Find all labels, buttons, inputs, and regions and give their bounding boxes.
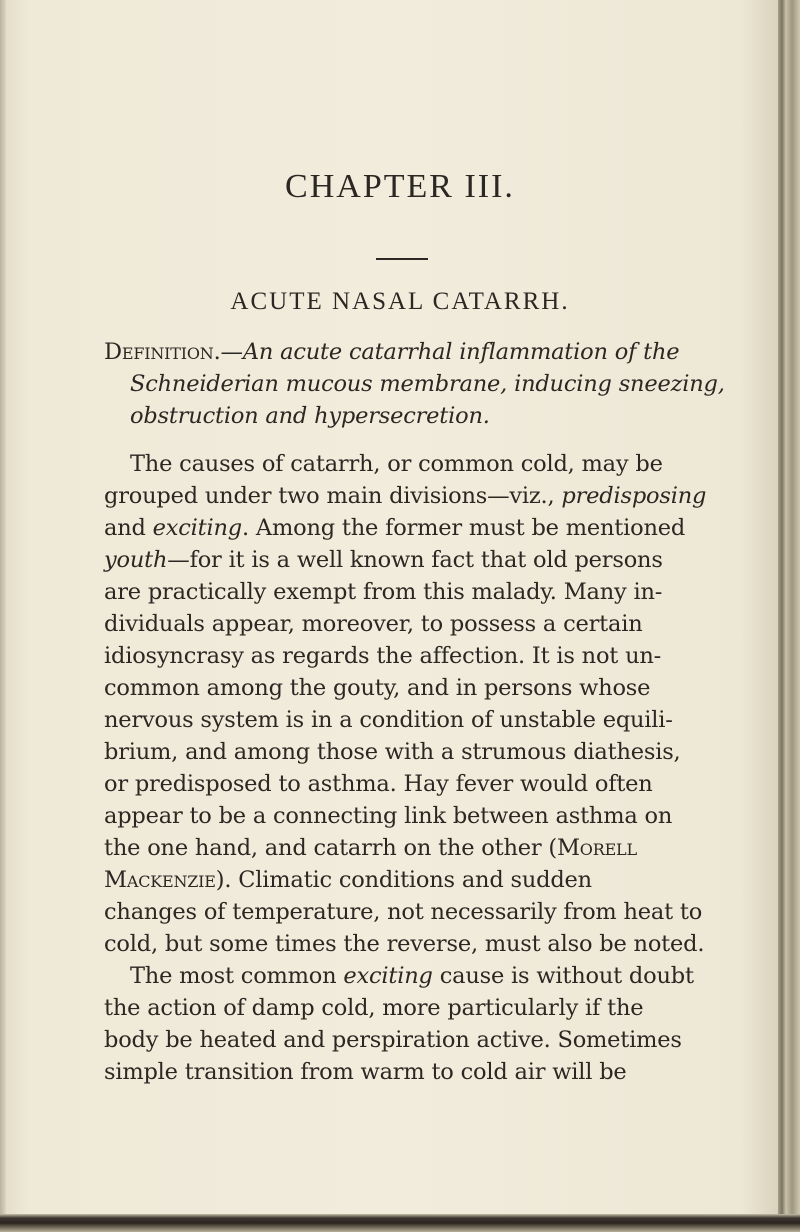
body-line: simple transition from warm to cold air will be: [104, 1059, 627, 1085]
chapter-heading: CHAPTER III.: [285, 168, 515, 205]
author-name: Morell: [556, 835, 637, 861]
definition-label: Definition.: [104, 339, 221, 365]
body-line: appear to be a connecting link between asthma on: [104, 803, 673, 829]
author-name: Mackenzie: [104, 867, 216, 893]
body-line: changes of temperature, not necessarily from heat to: [104, 899, 703, 925]
body-line: common among the gouty, and in persons whose: [104, 675, 651, 701]
body-line: dividuals appear, moreover, to possess a certain: [104, 611, 643, 637]
body-line: are practically exempt from this malady. Many in-: [104, 579, 663, 605]
body-text: and: [104, 515, 153, 541]
body-italic: predisposing: [561, 483, 707, 509]
page-bottom-edge: [0, 1214, 800, 1232]
definition-line-3: obstruction and hypersecretion.: [130, 403, 490, 429]
body-line: cold, but some times the reverse, must also be noted.: [104, 931, 705, 957]
body-line: nervous system is in a condition of unstable equili-: [104, 707, 673, 733]
body-line: [104, 512, 764, 544]
body-line: or predisposed to asthma. Hay fever would often: [104, 771, 653, 797]
body-line: [104, 480, 764, 512]
body-text: —for it is a well known fact that old persons: [167, 547, 663, 573]
body-text: ). Climatic conditions and sudden: [215, 867, 592, 893]
definition-line-2: Schneiderian mucous membrane, inducing sneezing,: [130, 371, 725, 397]
section-title: ACUTE NASAL CATARRH.: [230, 288, 570, 315]
body-line: [104, 544, 764, 576]
definition-line-1: [104, 336, 764, 368]
body-line: the action of damp cold, more particularly if the: [104, 995, 644, 1021]
body-text: . Among the former must be mentioned: [242, 515, 686, 541]
body-line: [104, 864, 764, 896]
body-text: cause is without doubt: [432, 963, 694, 989]
body-line: body be heated and perspiration active. Sometimes: [104, 1027, 682, 1053]
body-italic: exciting: [343, 963, 433, 989]
body-line: idiosyncrasy as regards the affection. It is not un-: [104, 643, 662, 669]
body-line: [104, 832, 764, 864]
body-text: the one hand, and catarrh on the other (: [104, 835, 557, 861]
heading-rule: [376, 258, 428, 260]
body-text: grouped under two main divisions—viz.,: [104, 483, 562, 509]
definition-dash: —: [220, 339, 243, 365]
body-italic: youth: [104, 547, 168, 573]
body-italic: exciting: [152, 515, 243, 541]
definition-text-1: An acute catarrhal inflammation of the: [242, 339, 680, 365]
body-line: [130, 960, 790, 992]
body-text: The most common: [130, 963, 344, 989]
body-line: brium, and among those with a strumous diathesis,: [104, 739, 681, 765]
body-line: The causes of catarrh, or common cold, may be: [130, 451, 663, 477]
